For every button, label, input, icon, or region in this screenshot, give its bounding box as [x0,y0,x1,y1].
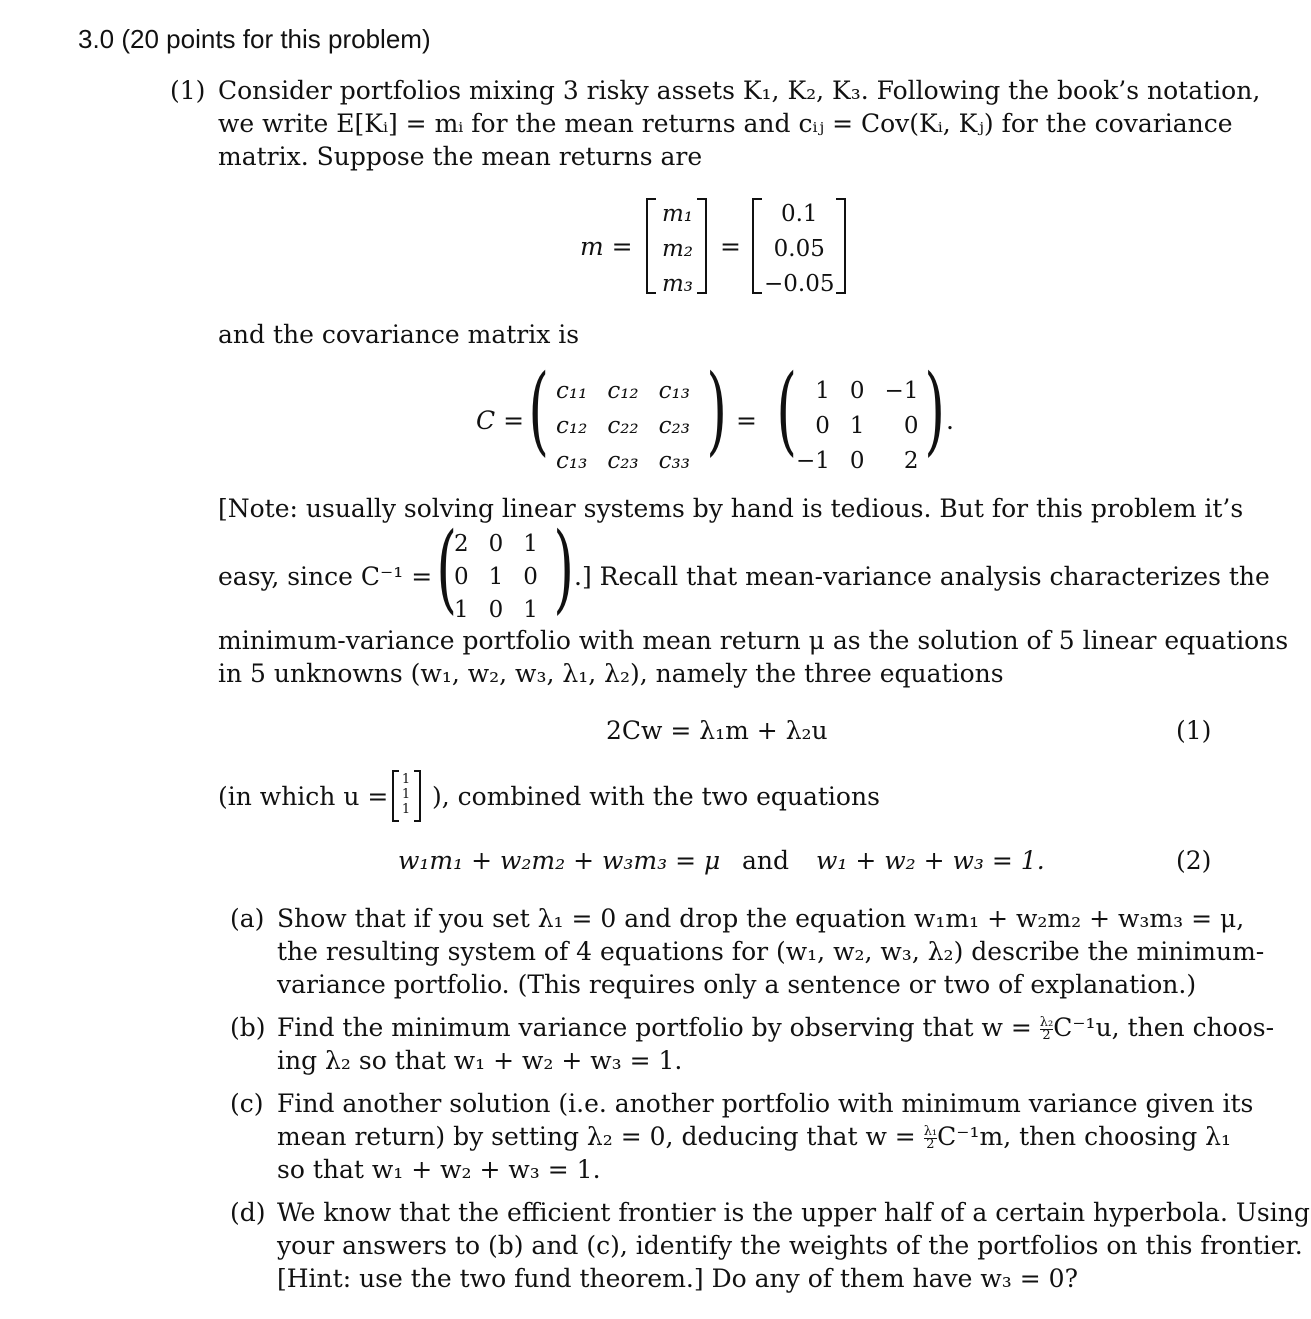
intro-line-1: Consider portfolios mixing 3 risky assets K₁, K₂, K₃. Following the book’s notation, [218,76,1261,105]
paren-right: ) [553,512,575,624]
part-c-line: so that w₁ + w₂ + w₃ = 1. [277,1155,601,1184]
equals-sign: = [736,406,757,435]
part-b-line-1 [277,1013,1274,1042]
c-value-matrix [786,374,928,479]
inv-val: 1 [523,531,538,557]
part-number: (1) [170,76,206,105]
c-val: 1 [849,413,865,439]
equation-2-and: and [742,846,790,875]
equation-1: 2Cw = λ₁m + λ₂u [606,716,828,745]
note-line-1: [Note: usually solving linear systems by hand is tedious. But for this problem it’s [218,494,1244,523]
u-val: 1 [401,772,411,787]
part-b-label: (b) [230,1013,266,1042]
m-val-3: −0.05 [764,271,835,297]
c-sym: c₁₃ [658,378,690,404]
in-which-text: (in which u = [218,782,389,811]
c-val: 0 [903,413,919,439]
frac-den: 2 [1042,1028,1051,1043]
frac-den: 2 [926,1137,935,1152]
m-vector-lhs: m = [580,232,633,261]
c-val: 0 [849,378,865,404]
c-val: −1 [884,378,919,404]
intro-line-3: matrix. Suppose the mean returns are [218,142,703,171]
note-easy: easy, since C⁻¹ = [218,562,433,591]
inv-val: 0 [523,564,538,590]
covariance-intro: and the covariance matrix is [218,320,580,349]
u-val: 1 [401,787,411,802]
part-d-line: your answers to (b) and (c), identify the weights of the portfolios on this frontier. [277,1231,1303,1260]
m-val-1: 0.1 [780,201,818,227]
inv-val: 1 [454,597,469,623]
m-sym-3: m₃ [662,271,694,297]
frac-num: λ₁ [923,1124,938,1139]
equation-2-left: w₁m₁ + w₂m₂ + w₃m₃ = μ [398,846,721,875]
period: . [946,406,954,435]
inv-val: 1 [523,597,538,623]
paren-right: ) [924,354,946,466]
part-a-label: (a) [230,904,265,933]
inv-val: 0 [488,531,504,557]
inv-val: 1 [488,564,504,590]
c-symbol-matrix [546,374,700,479]
c-sym: c₂₃ [658,413,690,439]
c-sym: c₁₂ [556,413,588,439]
note-line-3: minimum-variance portfolio with mean return μ as the solution of 5 linear equations [218,626,1289,655]
intro-line-2: we write E[Kᵢ] = mᵢ for the mean returns and cᵢⱼ = Cov(Kᵢ, Kⱼ) for the covariance [218,109,1233,138]
equation-2-label: (2) [1176,846,1212,875]
equation-2-right: w₁ + w₂ + w₃ = 1. [816,846,1045,875]
bracket-left [392,770,399,822]
part-a-line: variance portfolio. (This requires only a sentence or two of explanation.) [277,970,1197,999]
c-val: 2 [903,448,919,474]
bracket-right [414,770,421,822]
part-a-line: Show that if you set λ₁ = 0 and drop the equation w₁m₁ + w₂m₂ + w₃m₃ = μ, [277,904,1245,933]
combined-text: ), combined with the two equations [432,782,880,811]
c-inverse-matrix [444,528,548,627]
c-val: 0 [849,448,865,474]
part-c-label: (c) [230,1089,264,1118]
part-a-line: the resulting system of 4 equations for (w₁, w₂, w₃, λ₂) describe the minimum- [277,937,1265,966]
part-b-text: Find the minimum variance portfolio by observing that w = [277,1013,1040,1042]
inv-val: 2 [454,531,469,557]
paren-left: ( [528,354,550,466]
u-val: 1 [401,802,411,817]
m-value-vector [754,197,844,302]
c-val: 1 [815,378,830,404]
c-sym: c₂₃ [607,448,639,474]
part-b-tail: C⁻¹u, then choos- [1053,1013,1275,1042]
c-matrix-lhs: C = [476,406,525,435]
inv-val: 0 [488,597,504,623]
m-sym-2: m₂ [662,236,694,262]
note-recall: .] Recall that mean-variance analysis characterizes the [574,562,1270,591]
c-sym: c₁₃ [556,448,588,474]
part-d-label: (d) [230,1198,266,1227]
c-sym: c₂₂ [607,413,639,439]
part-d-line: [Hint: use the two fund theorem.] Do any of them have w₃ = 0? [277,1264,1078,1293]
equation-1-label: (1) [1176,716,1212,745]
part-c-tail: C⁻¹m, then choosing λ₁ [937,1122,1232,1151]
paren-left: ( [436,512,458,624]
m-val-2: 0.05 [773,236,825,262]
m-symbol-vector [652,197,703,302]
part-d-line: We know that the efficient frontier is the upper half of a certain hyperbola. Using [277,1198,1310,1227]
c-sym: c₁₁ [556,378,588,404]
note-line-4: in 5 unknowns (w₁, w₂, w₃, λ₁, λ₂), namely the three equations [218,659,1004,688]
paren-left: ( [776,354,798,466]
fraction [1040,1017,1053,1042]
paren-right: ) [706,354,728,466]
m-sym-1: m₁ [662,201,694,227]
c-val: −1 [796,448,830,474]
equals-sign: = [720,232,741,261]
problem-heading: 3.0 (20 points for this problem) [78,24,431,54]
part-c-line: Find another solution (i.e. another portfolio with minimum variance given its [277,1089,1254,1118]
c-sym: c₁₂ [607,378,639,404]
c-val: 0 [815,413,830,439]
part-c-line-2 [277,1122,1231,1151]
part-b-line: ing λ₂ so that w₁ + w₂ + w₃ = 1. [277,1046,683,1075]
inv-val: 0 [454,564,469,590]
fraction [924,1126,937,1151]
part-c-text: mean return) by setting λ₂ = 0, deducing that w = [277,1122,924,1151]
u-vector [392,770,426,822]
frac-num: λ₂ [1039,1015,1054,1030]
c-sym: c₃₃ [658,448,690,474]
